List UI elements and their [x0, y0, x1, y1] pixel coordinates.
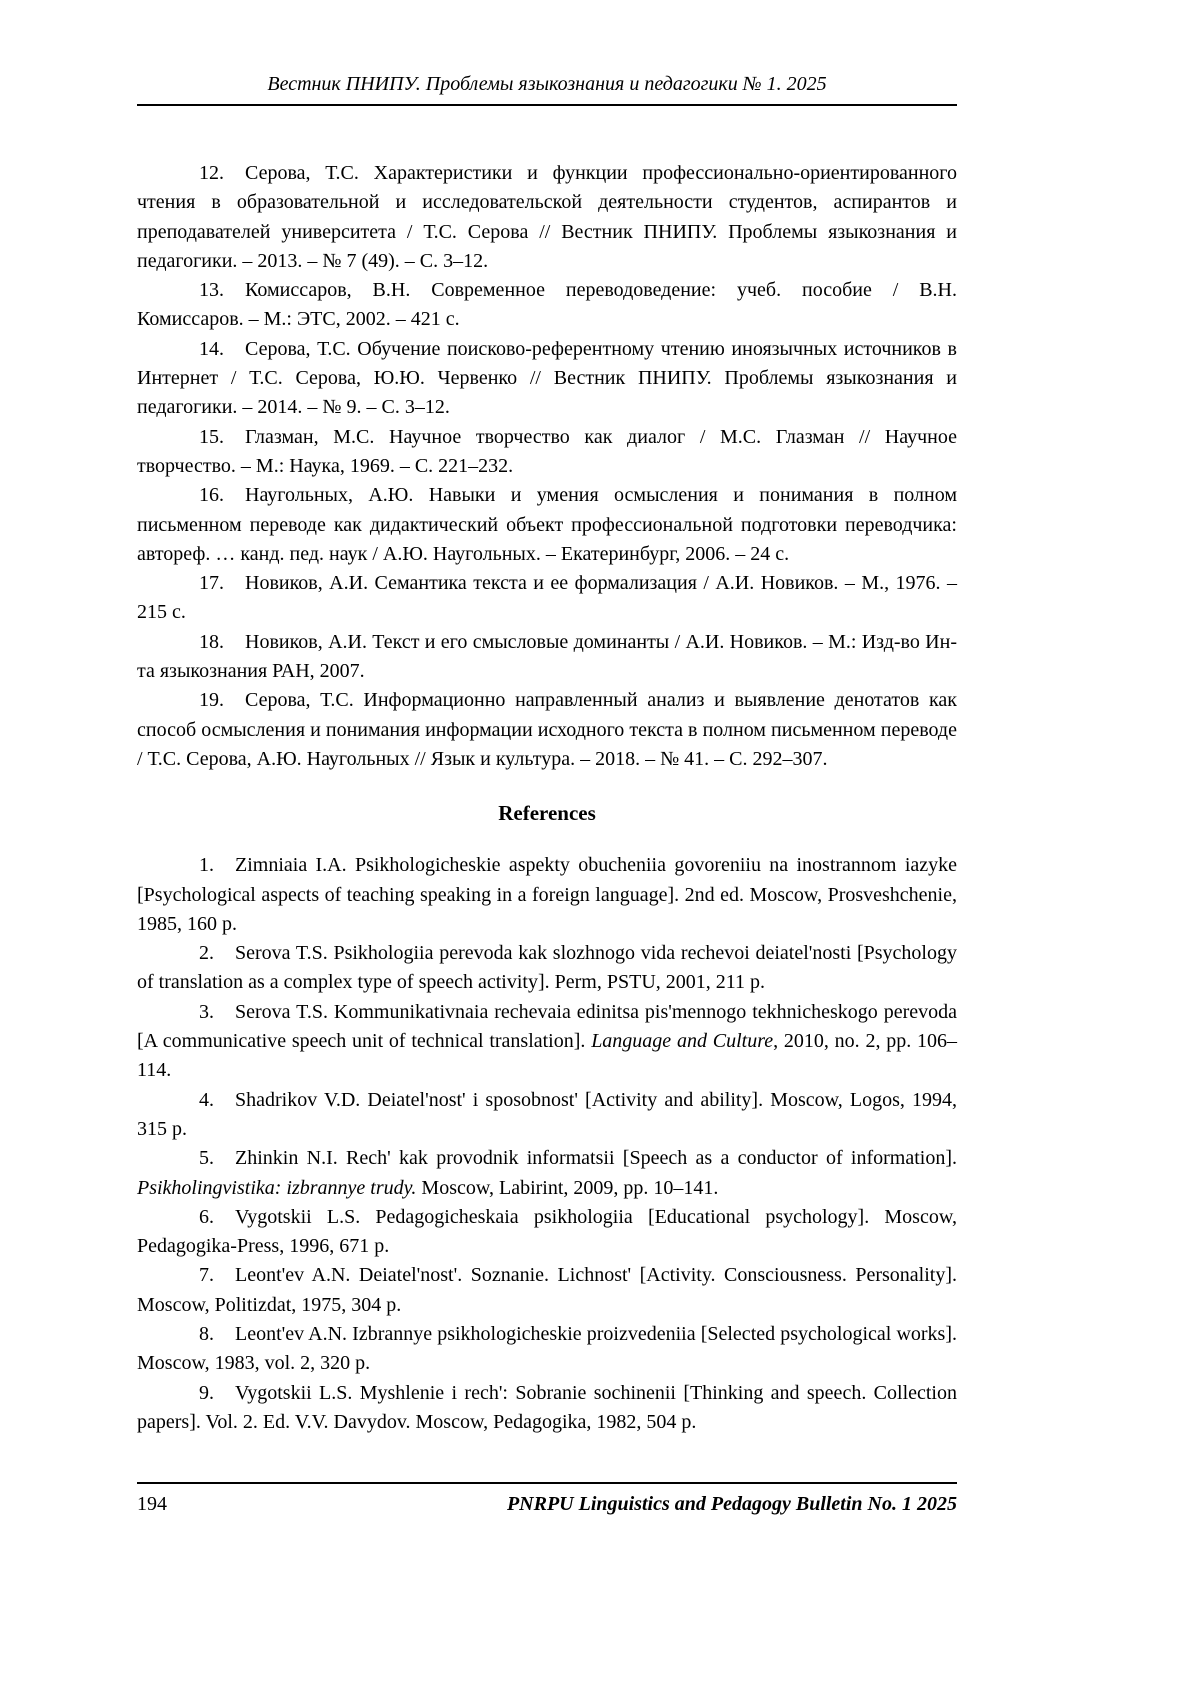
- reference-entry: [137, 335, 957, 423]
- reference-text: Глазман, М.С. Научное творчество как диалог / М.С. Глазман // Научное творчество. – М.: Наука, 1969. – С. 221–232.: [137, 425, 957, 477]
- reference-number: 18.: [199, 630, 224, 653]
- reference-entry: [137, 1261, 957, 1320]
- reference-text: Leont'ev A.N. Izbrannye psikhologicheskie proizvedeniia [Selected psychological works]. Moscow, 1983, vol. 2, 320 p.: [137, 1322, 957, 1375]
- reference-text: Наугольных, А.Ю. Навыки и умения осмысления и понимания в полном письменном переводе как дидактический объект профессиональной подготовки переводчика: автореф. … канд. пед. наук / А.Ю. Наугольных. – Екатеринбург, 2006. – 24 с.: [137, 484, 957, 565]
- reference-entry: [137, 423, 957, 482]
- reference-entry: [137, 1144, 957, 1203]
- reference-text: Shadrikov V.D. Deiatel'nost' i sposobnost' [Activity and ability]. Moscow, Logos, 1994, 315 p.: [137, 1088, 957, 1140]
- reference-number: 9.: [199, 1381, 214, 1404]
- reference-text: Vygotskii L.S. Myshlenie i rech': Sobranie sochinenii [Thinking and speech. Collection papers]. Vol. 2. Ed. V.V. Davydov. Moscow, Pedagogika, 1982, 504 p.: [137, 1381, 957, 1433]
- reference-entry: [137, 159, 957, 276]
- english-references-list: [137, 851, 957, 1437]
- reference-text: Psikholingvistika: izbrannye trudy.: [137, 1176, 417, 1199]
- reference-text: Moscow, Labirint, 2009, pp. 10–141.: [416, 1176, 719, 1199]
- reference-text: Leont'ev A.N. Deiatel'nost'. Soznanie. Lichnost' [Activity. Consciousness. Personality]. Moscow, Politizdat, 1975, 304 p.: [137, 1264, 957, 1316]
- reference-number: 7.: [199, 1264, 214, 1287]
- reference-text: Language and Culture: [591, 1030, 774, 1053]
- reference-entry: [137, 276, 957, 335]
- reference-number: 5.: [199, 1147, 214, 1170]
- reference-entry: [137, 1379, 957, 1438]
- references-body: [137, 159, 957, 1437]
- reference-number: 15.: [199, 425, 224, 448]
- footer-rule: [137, 1482, 957, 1484]
- reference-text: Серова, Т.С. Информационно направленный анализ и выявление денотатов как способ осмысления и понимания информации исходного текста в полном письменном переводе / Т.С. Серова, А.Ю. Наугольных // Язык и культура. – 2018. – № 41. – С. 292–307.: [137, 689, 957, 770]
- reference-number: 19.: [199, 689, 224, 712]
- reference-number: 8.: [199, 1322, 214, 1345]
- reference-entry: [137, 1203, 957, 1262]
- reference-text: Zhinkin N.I. Rech' kak provodnik informatsii [Speech as a conductor of information].: [235, 1147, 957, 1170]
- reference-entry: [137, 1320, 957, 1379]
- page-content: [137, 0, 957, 1437]
- reference-text: Серова, Т.С. Характеристики и функции профессионально-ориентированного чтения в образовательной и исследовательской деятельности студентов, аспирантов и преподавателей университета / Т.С. Серова // Вестник ПНИПУ. Проблемы языкознания и педагогики. – 2013. – № 7 (49). – С. 3–12.: [137, 162, 957, 272]
- reference-entry: [137, 998, 957, 1086]
- references-heading: References: [498, 801, 596, 826]
- reference-text: Комиссаров, В.Н. Современное переводоведение: учеб. пособие / В.Н. Комиссаров. – М.: ЭТС, 2002. – 421 с.: [137, 279, 957, 331]
- reference-number: 12.: [199, 162, 224, 184]
- reference-text: Серова, Т.С. Обучение поисково-референтному чтению иноязычных источников в Интернет / Т.С. Серова, Ю.Ю. Червенко // Вестник ПНИПУ. Проблемы языкознания и педагогики. – 2014. – № 9. – С. 3–12.: [137, 337, 957, 419]
- reference-entry: [137, 481, 957, 569]
- russian-references-list: [137, 159, 957, 774]
- reference-text: Новиков, А.И. Текст и его смысловые доминанты / А.И. Новиков. – М.: Изд-во Ин-та языкознания РАН, 2007.: [137, 630, 957, 683]
- reference-entry: [137, 939, 957, 998]
- reference-number: 2.: [199, 942, 214, 965]
- reference-number: 17.: [199, 572, 224, 595]
- reference-text: Новиков, А.И. Семантика текста и ее формализация / А.И. Новиков. – М., 1976. – 215 с.: [137, 572, 957, 624]
- reference-number: 14.: [199, 337, 224, 360]
- reference-number: 4.: [199, 1088, 214, 1111]
- footer-journal-title: PNRPU Linguistics and Pedagogy Bulletin No. 1 2025: [506, 1493, 957, 1515]
- reference-entry: [137, 1086, 957, 1145]
- reference-number: 6.: [199, 1205, 214, 1228]
- page-header: [137, 0, 957, 106]
- reference-entry: [137, 686, 957, 774]
- reference-entry: [137, 569, 957, 628]
- reference-text: Serova T.S. Kommunikativnaia rechevaia edinitsa pis'mennogo tekhnicheskogo perevoda [A communicative speech unit of technical translation].: [137, 1000, 957, 1053]
- reference-text: Vygotskii L.S. Pedagogicheskaia psikhologiia [Educational psychology]. Moscow, Pedagogika-Press, 1996, 671 p.: [137, 1205, 957, 1258]
- header-rule: [137, 104, 957, 106]
- reference-number: 13.: [199, 279, 224, 302]
- reference-text: , 2010, no. 2, pp. 106–114.: [137, 1030, 958, 1082]
- reference-text: Zimniaia I.A. Psikhologicheskie aspekty obucheniia govoreniiu na inostrannom iazyke [Psychological aspects of teaching speaking in a foreign language]. 2nd ed. Moscow, Prosveshchenie, 1985, 160 p.: [137, 854, 957, 935]
- reference-number: 3.: [199, 1000, 214, 1023]
- reference-entry: [137, 851, 957, 939]
- reference-entry: [137, 628, 957, 687]
- page-number: 194: [137, 1493, 167, 1515]
- reference-text: Serova T.S. Psikhologiia perevoda kak slozhnogo vida rechevoi deiatel'nosti [Psychology of translation as a complex type of speech activity]. Perm, PSTU, 2001, 211 p.: [137, 942, 957, 994]
- page-footer: [137, 1482, 957, 1517]
- reference-number: 16.: [199, 484, 224, 507]
- footer-row: [137, 1491, 957, 1517]
- journal-running-title: Вестник ПНИПУ. Проблемы языкознания и педагогики № 1. 2025: [267, 73, 827, 95]
- reference-number: 1.: [199, 854, 214, 877]
